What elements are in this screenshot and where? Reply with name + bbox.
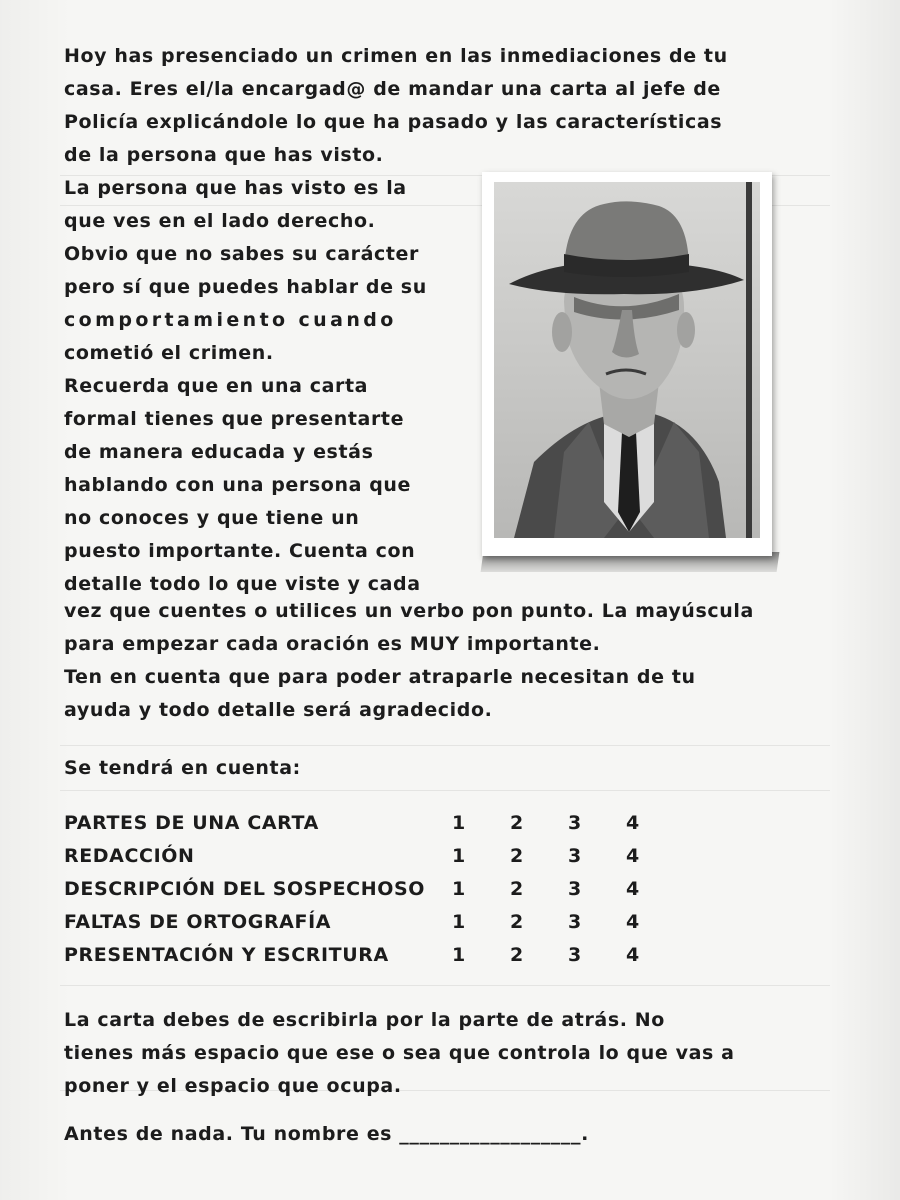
ruled-line xyxy=(60,790,830,791)
text-line: no conoces y que tiene un xyxy=(64,507,360,529)
text-line: cometió el crimen. xyxy=(64,342,274,364)
text-line: que ves en el lado derecho. xyxy=(64,210,376,232)
score-option[interactable]: 3 xyxy=(568,844,582,867)
criteria-label: FALTAS DE ORTOGRAFÍA xyxy=(64,910,332,933)
name-prompt[interactable]: Antes de nada. Tu nombre es __________________. xyxy=(64,1123,589,1145)
criteria-row xyxy=(64,839,684,872)
score-option[interactable]: 2 xyxy=(510,877,524,900)
text-line: vez que cuentes o utilices un verbo pon punto. La mayúscula xyxy=(64,600,754,622)
criteria-label: PRESENTACIÓN Y ESCRITURA xyxy=(64,943,389,966)
score-option[interactable]: 4 xyxy=(626,877,640,900)
score-option[interactable]: 2 xyxy=(510,811,524,834)
text-line: ayuda y todo detalle será agradecido. xyxy=(64,699,493,721)
suspect-illustration xyxy=(494,182,760,538)
score-option[interactable]: 1 xyxy=(452,844,466,867)
text-line: Obvio que no sabes su carácter xyxy=(64,243,420,265)
photo-frame xyxy=(482,172,772,556)
criteria-label: DESCRIPCIÓN DEL SOSPECHOSO xyxy=(64,877,426,900)
text-line: detalle todo lo que viste y cada xyxy=(64,573,421,595)
text-line: comportamiento cuando xyxy=(64,309,397,331)
instructions-continuation xyxy=(64,595,754,727)
criteria-table xyxy=(64,806,684,971)
score-option[interactable]: 3 xyxy=(568,877,582,900)
text-line: Hoy has presenciado un crimen en las inmediaciones de tu xyxy=(64,45,728,67)
intro-paragraph xyxy=(64,40,824,172)
score-option[interactable]: 1 xyxy=(452,910,466,933)
criteria-row xyxy=(64,905,684,938)
ruled-line xyxy=(60,745,830,746)
score-option[interactable]: 1 xyxy=(452,811,466,834)
criteria-label: PARTES DE UNA CARTA xyxy=(64,811,319,834)
text-line: formal tienes que presentarte xyxy=(64,408,405,430)
text-line: de manera educada y estás xyxy=(64,441,374,463)
text-line: La carta debes de escribirla por la parte de atrás. No xyxy=(64,1009,665,1031)
score-option[interactable]: 3 xyxy=(568,943,582,966)
text-line: puesto importante. Cuenta con xyxy=(64,540,416,562)
score-option[interactable]: 2 xyxy=(510,844,524,867)
score-option[interactable]: 4 xyxy=(626,910,640,933)
score-option[interactable]: 3 xyxy=(568,910,582,933)
text-line: hablando con una persona que xyxy=(64,474,412,496)
text-line: pero sí que puedes hablar de su xyxy=(64,276,427,298)
criteria-title: Se tendrá en cuenta: xyxy=(64,757,301,779)
suspect-photo xyxy=(482,172,778,572)
score-option[interactable]: 4 xyxy=(626,811,640,834)
text-line: de la persona que has visto. xyxy=(64,144,384,166)
score-option[interactable]: 1 xyxy=(452,943,466,966)
text-line: casa. Eres el/la encargad@ de mandar una carta al jefe de xyxy=(64,78,721,100)
text-line: Policía explicándole lo que ha pasado y las características xyxy=(64,111,723,133)
score-option[interactable]: 4 xyxy=(626,844,640,867)
writing-note xyxy=(64,1004,735,1103)
criteria-label: REDACCIÓN xyxy=(64,844,195,867)
criteria-row xyxy=(64,806,684,839)
score-option[interactable]: 2 xyxy=(510,910,524,933)
instructions-column xyxy=(64,172,427,601)
text-line: poner y el espacio que ocupa. xyxy=(64,1075,402,1097)
criteria-row xyxy=(64,938,684,971)
score-option[interactable]: 3 xyxy=(568,811,582,834)
text-line: para empezar cada oración es MUY importante. xyxy=(64,633,601,655)
criteria-row xyxy=(64,872,684,905)
ruled-line xyxy=(60,985,830,986)
text-line: Ten en cuenta que para poder atraparle necesitan de tu xyxy=(64,666,696,688)
text-line: Recuerda que en una carta xyxy=(64,375,369,397)
score-option[interactable]: 4 xyxy=(626,943,640,966)
text-line: La persona que has visto es la xyxy=(64,177,407,199)
score-option[interactable]: 1 xyxy=(452,877,466,900)
text-line: tienes más espacio que ese o sea que controla lo que vas a xyxy=(64,1042,735,1064)
score-option[interactable]: 2 xyxy=(510,943,524,966)
